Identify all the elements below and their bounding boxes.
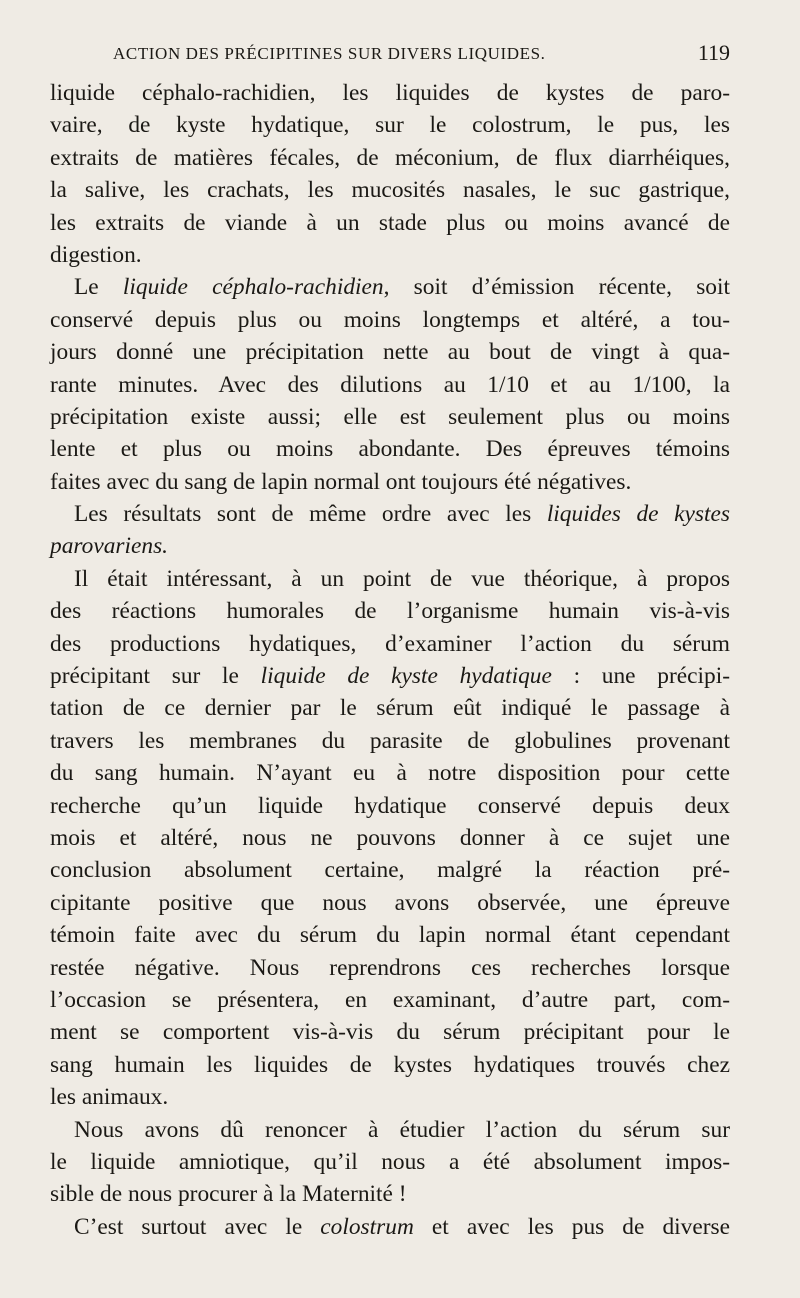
text-line: conservé depuis plus ou moins longtemps et altéré, a tou- bbox=[50, 306, 730, 333]
text-line: sang humain les liquides de kystes hydatiques trouvés chez bbox=[50, 1051, 730, 1078]
text-line: C’est surtout avec le colostrum et avec les pus de diverse bbox=[74, 1213, 730, 1240]
running-title: ACTION DES PRÉCIPITINES SUR DIVERS LIQUIDES. bbox=[113, 44, 546, 63]
text-line: sible de nous procurer à la Maternité ! bbox=[50, 1181, 407, 1208]
italic-term: colostrum bbox=[320, 1213, 414, 1240]
text-line: les extraits de viande à un stade plus ou moins avancé de bbox=[50, 209, 730, 236]
italic-term: liquide céphalo-rachidien bbox=[122, 274, 384, 301]
text-line: travers les membranes du parasite de globulines provenant bbox=[50, 727, 730, 754]
text-line: digestion. bbox=[50, 241, 142, 268]
text-line: extraits de matières fécales, de méconium, de flux diarrhéiques, bbox=[50, 144, 730, 171]
text-line: recherche qu’un liquide hydatique conservé depuis deux bbox=[50, 792, 730, 819]
text-line: conclusion absolument certaine, malgré la réaction pré- bbox=[50, 857, 730, 884]
text-line: des réactions humorales de l’organisme humain vis-à-vis bbox=[50, 598, 730, 625]
text-line: Les résultats sont de même ordre avec les liquides de kystes bbox=[74, 501, 730, 528]
italic-term: parovariens. bbox=[50, 533, 169, 560]
text-line: tation de ce dernier par le sérum eût indiqué le passage à bbox=[50, 695, 730, 722]
text-line: l’occasion se présentera, en examinant, d’autre part, com- bbox=[50, 986, 730, 1013]
italic-term: liquides de kystes bbox=[546, 501, 730, 528]
text-line: cipitante positive que nous avons observée, une épreuve bbox=[50, 889, 730, 916]
text-line bbox=[50, 530, 730, 562]
body-text bbox=[50, 77, 730, 1243]
text-line: Nous avons dû renoncer à étudier l’action du sérum sur bbox=[74, 1116, 730, 1143]
italic-term: liquide de kyste hydatique bbox=[260, 663, 552, 690]
text-line: Le liquide céphalo-rachidien, soit d’émission récente, soit bbox=[74, 274, 730, 301]
text-line: restée négative. Nous reprendrons ces recherches lorsque bbox=[50, 954, 730, 981]
text-line: les animaux. bbox=[50, 1084, 169, 1111]
text-line: liquide céphalo-rachidien, les liquides de kystes de paro- bbox=[50, 80, 730, 106]
text-line: témoin faite avec du sérum du lapin normal étant cependant bbox=[50, 922, 730, 949]
text-line: la salive, les crachats, les mucosités nasales, le suc gastrique, bbox=[50, 177, 730, 204]
text-line: Il était intéressant, à un point de vue théorique, à propos bbox=[74, 565, 730, 592]
text-line: des productions hydatiques, d’examiner l’action du sérum bbox=[50, 630, 730, 657]
text-line: vaire, de kyste hydatique, sur le colostrum, le pus, les bbox=[50, 112, 730, 139]
text-line: le liquide amniotique, qu’il nous a été absolument impos- bbox=[50, 1148, 730, 1175]
text-line: mois et altéré, nous ne pouvons donner à ce sujet une bbox=[50, 824, 730, 851]
text-line: rante minutes. Avec des dilutions au 1/10 et au 1/100, la bbox=[50, 371, 730, 398]
text-line: ment se comportent vis-à-vis du sérum précipitant pour le bbox=[50, 1019, 730, 1046]
running-head bbox=[90, 38, 730, 68]
text-line: précipitation existe aussi; elle est seulement plus ou moins bbox=[50, 403, 730, 430]
text-line: précipitant sur le liquide de kyste hydatique : une précipi- bbox=[50, 663, 731, 690]
text-line: faites avec du sang de lapin normal ont toujours été négatives. bbox=[50, 468, 632, 495]
text-line: jours donné une précipitation nette au bout de vingt à qua- bbox=[50, 339, 730, 366]
text-line: du sang humain. N’ayant eu à notre disposition pour cette bbox=[50, 760, 730, 787]
text-line: lente et plus ou moins abondante. Des épreuves témoins bbox=[50, 436, 730, 463]
page-number: 119 bbox=[697, 40, 730, 65]
